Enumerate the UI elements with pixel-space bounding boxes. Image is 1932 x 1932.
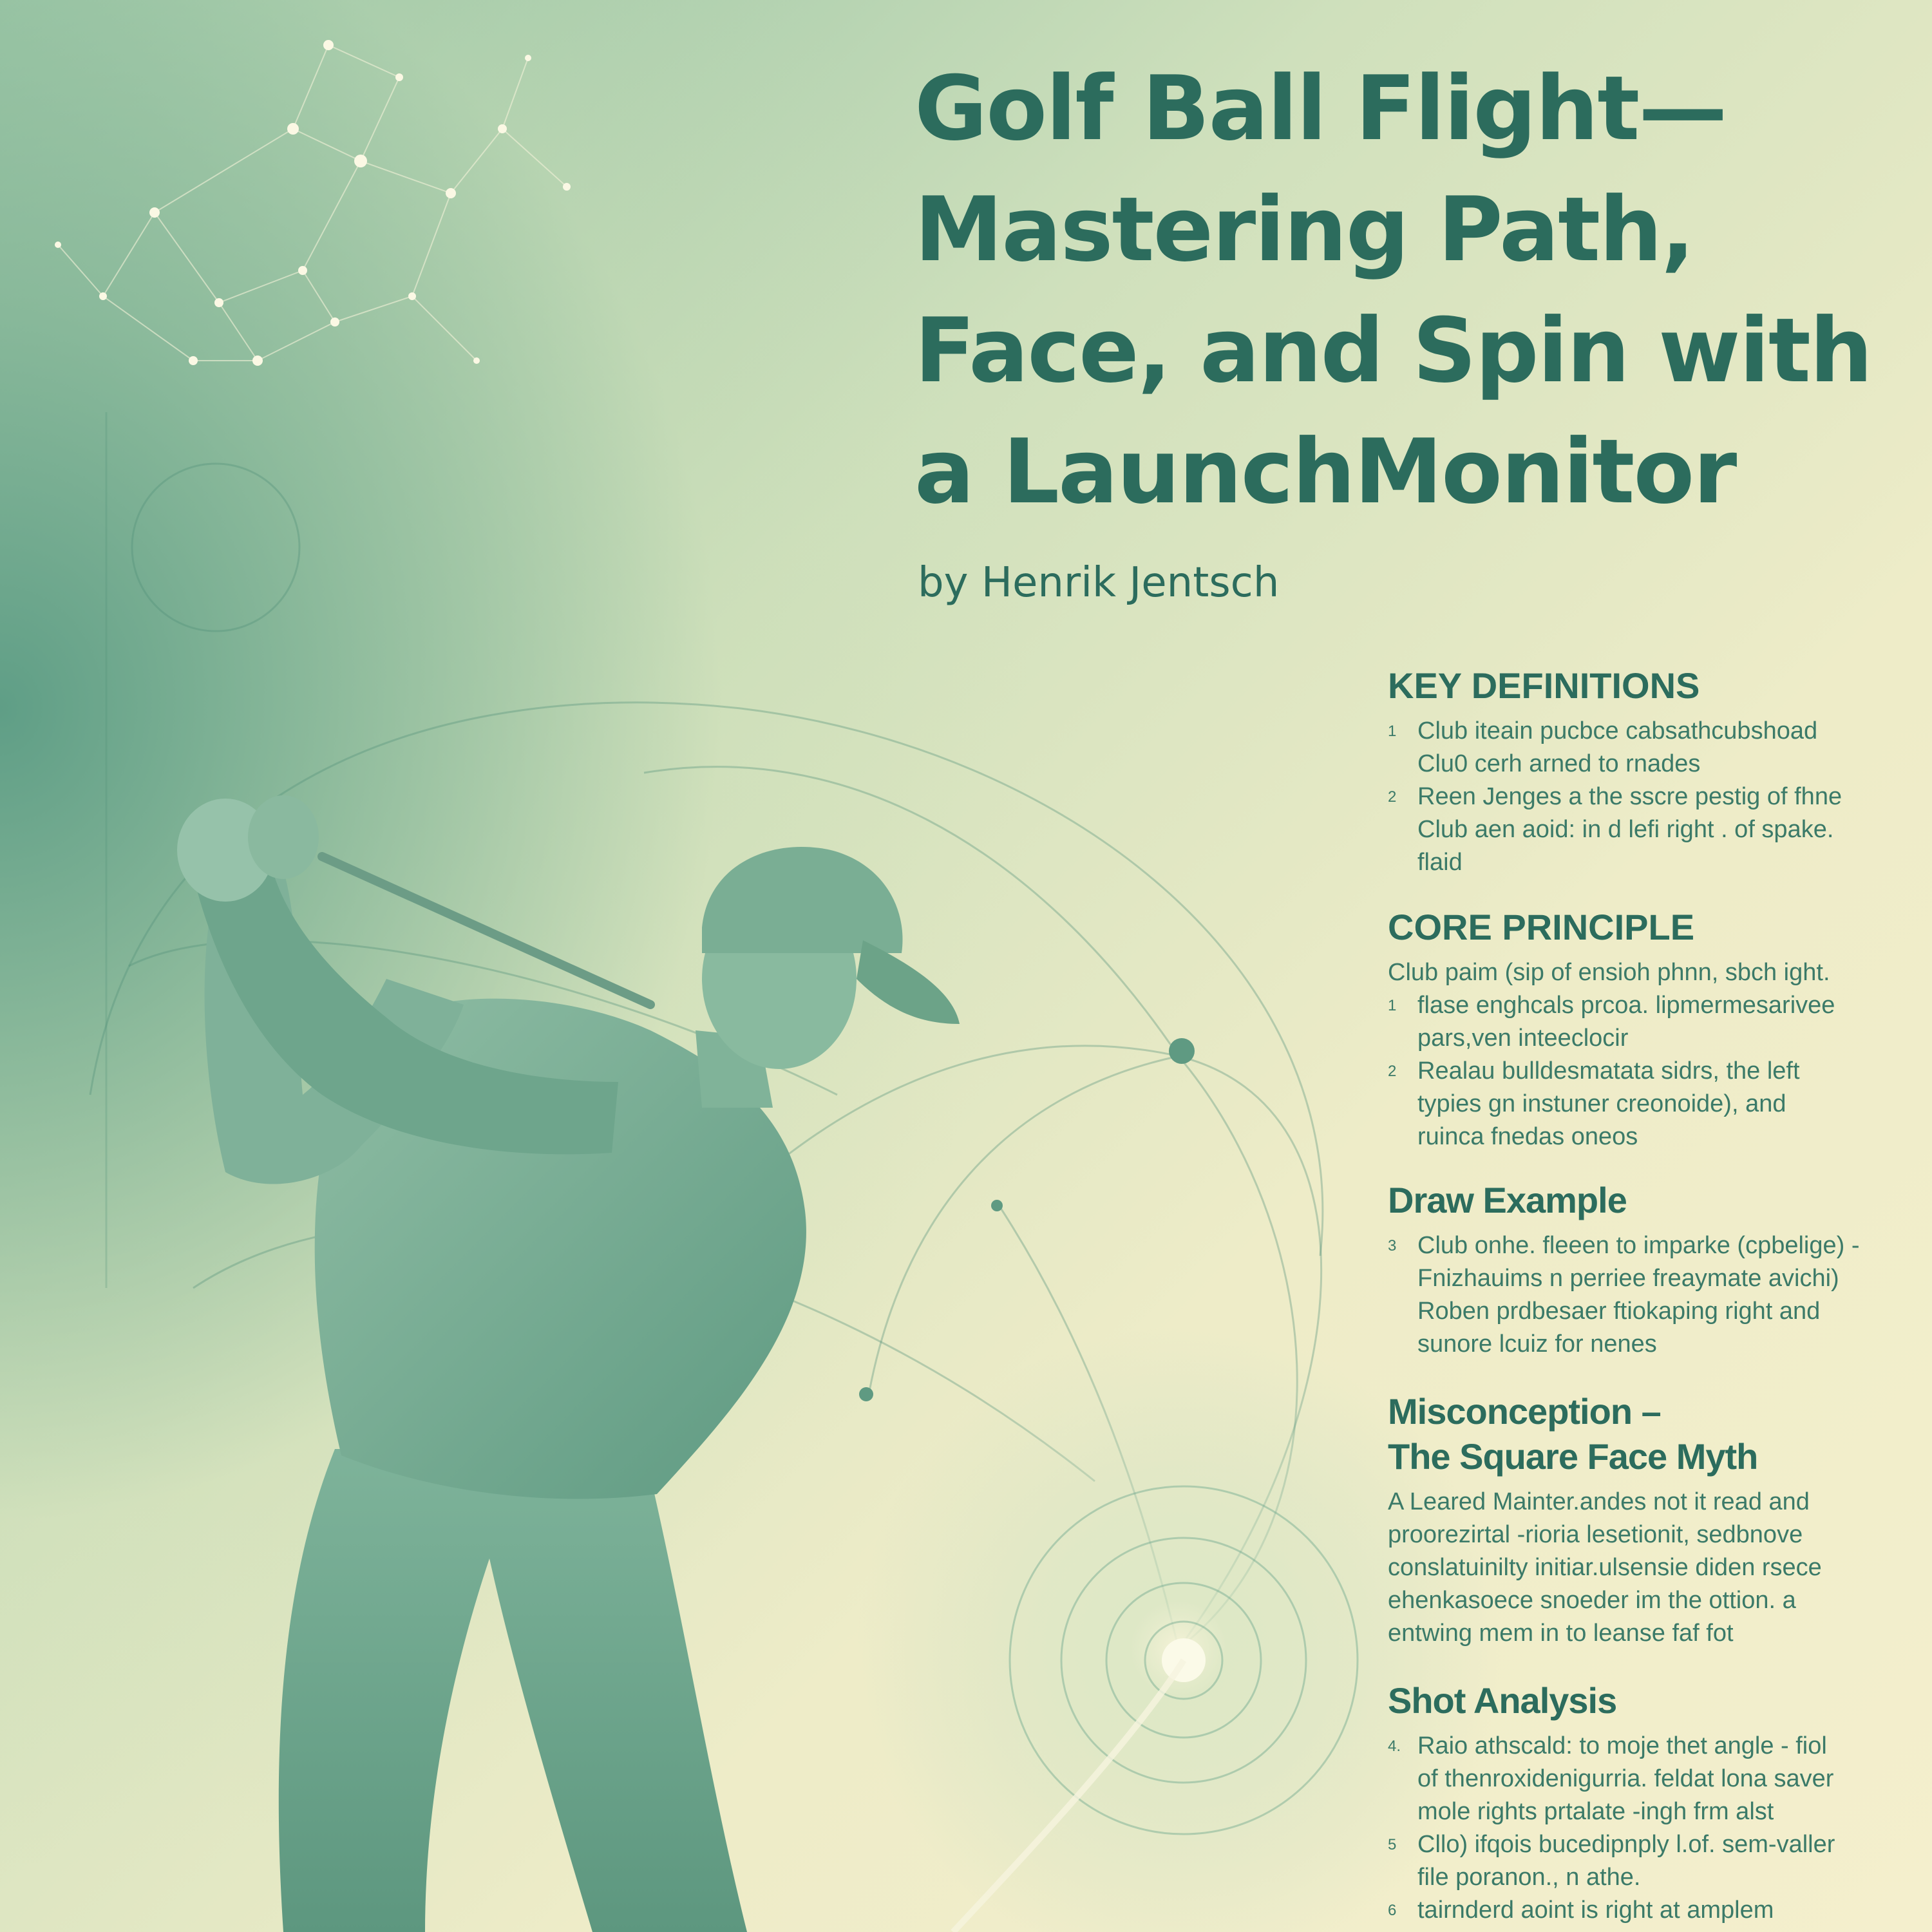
list-item — [1388, 715, 1916, 781]
list-item — [1388, 781, 1916, 879]
body-line: typies gn instuner creonoide), and — [1417, 1090, 1786, 1117]
section-draw-example — [1388, 1178, 1916, 1361]
author-byline: by Henrik Jentsch — [918, 559, 1280, 607]
body-line: Cllo) ifqois bucedipnply l.of. sem-valler — [1417, 1831, 1835, 1858]
section-shot-analysis — [1388, 1678, 1916, 1926]
section-core-principle — [1388, 905, 1916, 1153]
body-line: Clu0 cerh arned to rnades — [1417, 750, 1701, 777]
body-line: A Leared Mainter.andes not it read and — [1388, 1488, 1810, 1515]
body-line: mole rights prtalate -ingh frm alst — [1417, 1798, 1774, 1825]
body-line: flase enghcals prcoa. lipmermesarivee — [1417, 992, 1835, 1019]
list-number: 2 — [1388, 1063, 1397, 1080]
list-number: 1 — [1388, 997, 1397, 1014]
body-line: file poranon., n athe. — [1417, 1864, 1641, 1891]
body-line: Club iteain pucbce cabsathcubshoad — [1417, 717, 1818, 744]
list-item — [1388, 1894, 1916, 1926]
list-item — [1388, 1055, 1916, 1153]
title-line-2: Mastering Path, — [914, 178, 1694, 281]
constellation-graphic — [58, 45, 567, 361]
list-item — [1388, 1828, 1916, 1894]
body-line: proorezirtal -rioria lesetionit, sedbnove — [1388, 1521, 1803, 1548]
body-line: Raio athscald: to moje thet angle - fiol — [1417, 1732, 1827, 1759]
title-line-4: a LaunchMonitor — [914, 420, 1736, 524]
list-number: 3 — [1388, 1237, 1397, 1255]
body-line: flaid — [1417, 849, 1463, 876]
section-heading: Shot Analysis — [1388, 1680, 1617, 1721]
body-line: Club aen aoid: in d lefi right . of spake. — [1417, 816, 1834, 843]
body-line: sunore lcuiz for nenes — [1417, 1331, 1657, 1358]
list-item — [1388, 1229, 1916, 1295]
section-heading: Misconception – The Square Face Myth — [1388, 1391, 1758, 1477]
list-number: 4. — [1388, 1738, 1401, 1755]
body-line: conslatuinilty initiar.ulsensie diden rsece — [1388, 1554, 1822, 1581]
section-heading: Draw Example — [1388, 1180, 1627, 1220]
section-heading: KEY DEFINITIONS — [1388, 665, 1700, 706]
body-line: Reen Jenges a the sscre pestig of fhne — [1417, 783, 1842, 810]
body-line: Club paim (sip of ensioh phnn, sbch ight. — [1388, 959, 1830, 986]
body-line: entwing mem in to leanse faf fot — [1388, 1620, 1734, 1647]
list-number: 1 — [1388, 723, 1397, 740]
section-heading: CORE PRINCIPLE — [1388, 907, 1695, 947]
list-item — [1388, 1730, 1916, 1828]
list-number: 6 — [1388, 1902, 1397, 1919]
body-line: tairnderd aoint is right at amplem — [1417, 1897, 1774, 1924]
body-line: Fnizhauims n perriee freaymate avichi) — [1417, 1265, 1839, 1292]
title-line-3: Face, and Spin with — [914, 299, 1872, 402]
body-line: ehenkasoece snoeder im the ottion. a — [1388, 1587, 1796, 1614]
section-key-definitions — [1388, 663, 1916, 879]
title-line-1: Golf Ball Flight— — [914, 57, 1727, 160]
body-line: pars,ven inteeclocir — [1417, 1025, 1629, 1052]
body-line: Realau bulldesmatata sidrs, the left — [1417, 1057, 1800, 1084]
golfer-figure — [177, 795, 960, 1932]
info-sidebar — [1388, 663, 1916, 1926]
body-line: of thenroxidenigurria. feldat lona saver — [1417, 1765, 1834, 1792]
body-line: Roben prdbesaer ftiokaping right and — [1417, 1298, 1821, 1325]
list-item — [1388, 1295, 1916, 1361]
body-line: ruinca fnedas oneos — [1417, 1123, 1638, 1150]
page-title — [914, 48, 1906, 533]
list-number: 5 — [1388, 1836, 1397, 1853]
body-line: Club onhe. fleeen to imparke (cpbelige) - — [1417, 1232, 1860, 1259]
list-number: 2 — [1388, 788, 1397, 806]
list-item — [1388, 989, 1916, 1055]
section-misconception — [1388, 1389, 1916, 1650]
